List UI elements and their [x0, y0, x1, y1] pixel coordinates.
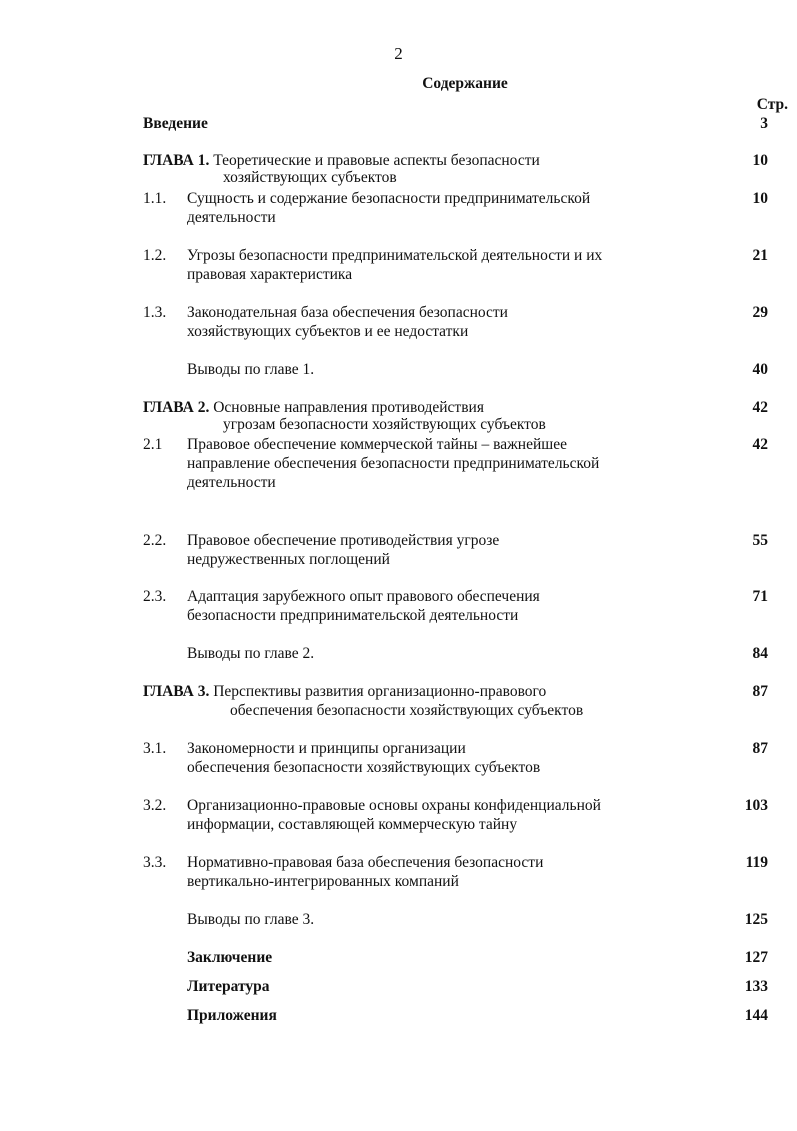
section-title-line: вертикально-интегрированных компаний — [187, 873, 459, 890]
chapter-conclusion-label: Выводы по главе 3. — [187, 911, 315, 928]
section-page: 21 — [752, 247, 768, 264]
section-number: 3.3. — [143, 854, 167, 871]
chapter-prefix: ГЛАВА 3. — [143, 683, 210, 700]
chapter-3-page: 87 — [752, 683, 768, 700]
section-title-line: Угрозы безопасности предпринимательской деятельности и их — [187, 247, 603, 264]
toc-appendix-page: 144 — [744, 1007, 768, 1024]
chapter-1-title-cont: хозяйствующих субъектов — [223, 169, 397, 186]
section-number: 3.2. — [143, 797, 167, 814]
section-title-line: деятельности — [187, 209, 276, 226]
section-number: 2.1 — [143, 436, 163, 453]
toc-intro-label: Введение — [143, 115, 208, 132]
toc-literature-label: Литература — [187, 978, 270, 995]
section-number: 1.1. — [143, 190, 167, 207]
chapter-conclusion-page: 84 — [752, 645, 768, 662]
chapter-2-page: 42 — [752, 399, 768, 416]
section-page: 119 — [745, 854, 768, 871]
section-title-line: направление обеспечения безопасности предпринимательской — [187, 455, 600, 472]
section-page: 71 — [752, 588, 768, 605]
page-number: 2 — [394, 44, 403, 63]
chapter-title-line: Основные направления противодействия — [213, 399, 484, 416]
page-title: Содержание — [422, 75, 508, 92]
section-number: 2.2. — [143, 532, 167, 549]
chapter-title-line: Теоретические и правовые аспекты безопасности — [213, 152, 540, 169]
toc-intro-page: 3 — [760, 115, 768, 132]
chapter-prefix: ГЛАВА 1. — [143, 152, 210, 169]
section-title-line: правовая характеристика — [187, 266, 353, 283]
page-column-header: Стр. — [756, 96, 788, 113]
chapter-title-line: Перспективы развития организационно-правового — [213, 683, 547, 700]
section-title-line: Законодательная база обеспечения безопасности — [187, 304, 508, 321]
section-page: 42 — [752, 436, 768, 453]
chapter-conclusion-page: 125 — [744, 911, 768, 928]
chapter-1-page: 10 — [752, 152, 768, 169]
chapter-3-title — [143, 682, 546, 701]
section-page: 87 — [752, 740, 768, 757]
chapter-3-title-cont: обеспечения безопасности хозяйствующих субъектов — [230, 702, 584, 719]
section-number: 3.1. — [143, 740, 167, 757]
section-title-line: Адаптация зарубежного опыт правового обеспечения — [187, 588, 540, 605]
section-title-line: Нормативно-правовая база обеспечения безопасности — [187, 854, 544, 871]
section-title-line: Закономерности и принципы организации — [187, 740, 466, 757]
chapter-2-title-cont: угрозам безопасности хозяйствующих субъектов — [223, 416, 546, 433]
chapter-conclusion-page: 40 — [752, 361, 768, 378]
section-number: 1.2. — [143, 247, 167, 264]
toc-conclusion-page: 127 — [744, 949, 768, 966]
section-page: 103 — [744, 797, 768, 814]
section-page: 10 — [752, 190, 768, 207]
section-title-line: Организационно-правовые основы охраны конфиденциальной — [187, 797, 601, 814]
chapter-prefix: ГЛАВА 2. — [143, 399, 210, 416]
section-title-line: недружественных поглощений — [187, 551, 390, 568]
chapter-conclusion-label: Выводы по главе 1. — [187, 361, 315, 378]
toc-literature-page: 133 — [744, 978, 768, 995]
section-title-line: Правовое обеспечение коммерческой тайны – важнейшее — [187, 436, 567, 453]
section-number: 1.3. — [143, 304, 167, 321]
toc-appendix-label: Приложения — [187, 1007, 277, 1024]
section-title-line: Правовое обеспечение противодействия угрозе — [187, 532, 500, 549]
section-title-line: деятельности — [187, 474, 276, 491]
section-page: 29 — [752, 304, 768, 321]
section-title-line: безопасности предпринимательской деятельности — [187, 607, 519, 624]
section-title-line: Сущность и содержание безопасности предпринимательской — [187, 190, 591, 207]
section-page: 55 — [752, 532, 768, 549]
toc-conclusion-label: Заключение — [187, 949, 273, 966]
section-number: 2.3. — [143, 588, 167, 605]
section-title-line: информации, составляющей коммерческую тайну — [187, 816, 518, 833]
section-title-line: хозяйствующих субъектов и ее недостатки — [187, 323, 469, 340]
chapter-conclusion-label: Выводы по главе 2. — [187, 645, 315, 662]
section-title-line: обеспечения безопасности хозяйствующих субъектов — [187, 759, 541, 776]
